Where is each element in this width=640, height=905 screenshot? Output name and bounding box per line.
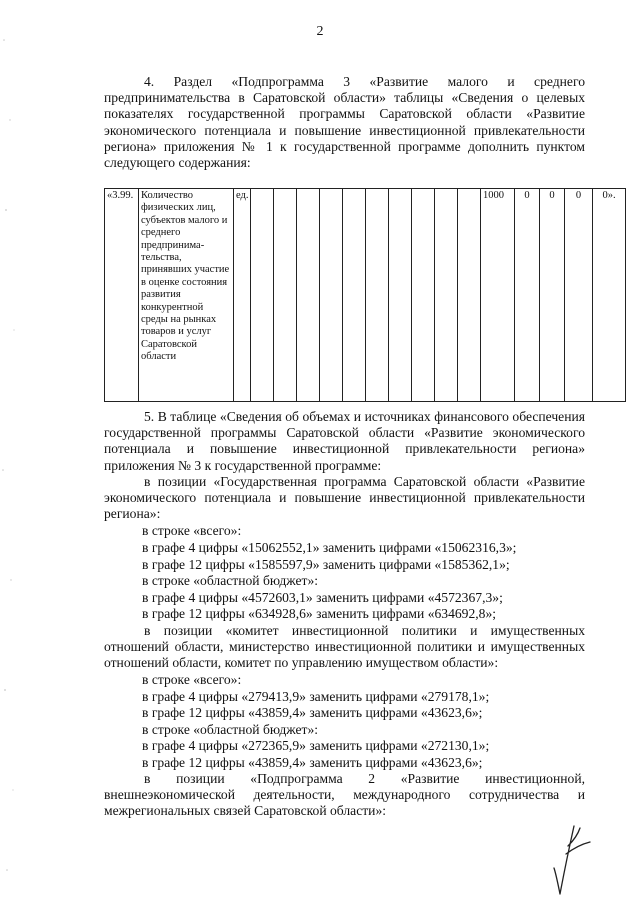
edit-line: в графе 4 цифры «15062552,1» заменить цифрами «15062316,3»; <box>142 540 517 555</box>
table-row <box>105 189 626 402</box>
scan-noise <box>0 0 22 905</box>
empty-cell <box>389 189 412 402</box>
value-cell: 0». <box>593 189 626 402</box>
edit-line: в строке «всего»: <box>142 523 242 538</box>
edit-line: в графе 12 цифры «43859,4» заменить цифрами «43623,6»; <box>142 705 483 720</box>
position-subprogram-2: в позиции «Подпрограмма 2 «Развитие инвестиционной, внешнеэкономической деятельности, международного сотрудничества и межрегиональных связей Саратовской области»: <box>104 771 585 819</box>
row-number-cell: «3.99. <box>105 189 139 402</box>
edit-line: в графе 12 цифры «1585597,9» заменить цифрами «1585362,1»; <box>142 557 510 572</box>
edit-line: в строке «областной бюджет»: <box>142 573 319 588</box>
value-cell: 1000 <box>481 189 515 402</box>
empty-cell <box>458 189 481 402</box>
edit-line: в графе 12 цифры «43859,4» заменить цифрами «43623,6»; <box>142 755 483 770</box>
empty-cell <box>366 189 389 402</box>
edit-line: в строке «всего»: <box>142 672 242 687</box>
empty-cell <box>320 189 343 402</box>
position-state-program: в позиции «Государственная программа Саратовской области «Развитие экономического потенциала и повышение инвестиционной привлекательности региона»: <box>104 474 585 522</box>
signature-mark <box>544 824 592 896</box>
unit-cell: ед. <box>234 189 251 402</box>
section-5-intro: 5. В таблице «Сведения об объемах и источниках финансового обеспечения государственной программы Саратовской области «Развитие экономического потенциала и повышение инвестиционной привлекательности региона» приложения № 3 к государственной программе: <box>104 409 585 473</box>
edit-line: в графе 12 цифры «634928,6» заменить цифрами «634692,8»; <box>142 606 497 621</box>
empty-cell <box>251 189 274 402</box>
value-cell: 0 <box>515 189 540 402</box>
section-4-intro: 4. Раздел «Подпрограмма 3 «Развитие малого и среднего предпринимательства в Саратовской области» таблицы «Сведения о целевых показателях государственной программы Саратовской области «Развитие экономического потенциала и повышение инвестиционной привлекательности региона» приложения № 1 к государственной программе дополнить пунктом следующего содержания: <box>104 74 585 171</box>
value-cell: 0 <box>565 189 593 402</box>
edit-line: в графе 4 цифры «272365,9» заменить цифрами «272130,1»; <box>142 738 490 753</box>
empty-cell <box>274 189 297 402</box>
edit-line: в графе 4 цифры «4572603,1» заменить цифрами «4572367,3»; <box>142 590 503 605</box>
empty-cell <box>343 189 366 402</box>
indicator-name-cell: Количество физических лиц, субъектов малого и среднего предпринима-тельства, принявших участие в оценке состояния развития конкурентной среды на рынках товаров и услуг Саратовской области <box>139 189 234 402</box>
edit-line: в графе 4 цифры «279413,9» заменить цифрами «279178,1»; <box>142 689 490 704</box>
page-number: 2 <box>316 24 324 39</box>
empty-cell <box>435 189 458 402</box>
empty-cell <box>412 189 435 402</box>
indicator-table <box>104 188 626 402</box>
empty-cell <box>297 189 320 402</box>
edit-line: в строке «областной бюджет»: <box>142 722 319 737</box>
position-committee: в позиции «комитет инвестиционной политики и имущественных отношений области, министерство инвестиционной политики и имущественных отношений области, комитет по управлению имуществом области»: <box>104 623 585 671</box>
value-cell: 0 <box>540 189 565 402</box>
